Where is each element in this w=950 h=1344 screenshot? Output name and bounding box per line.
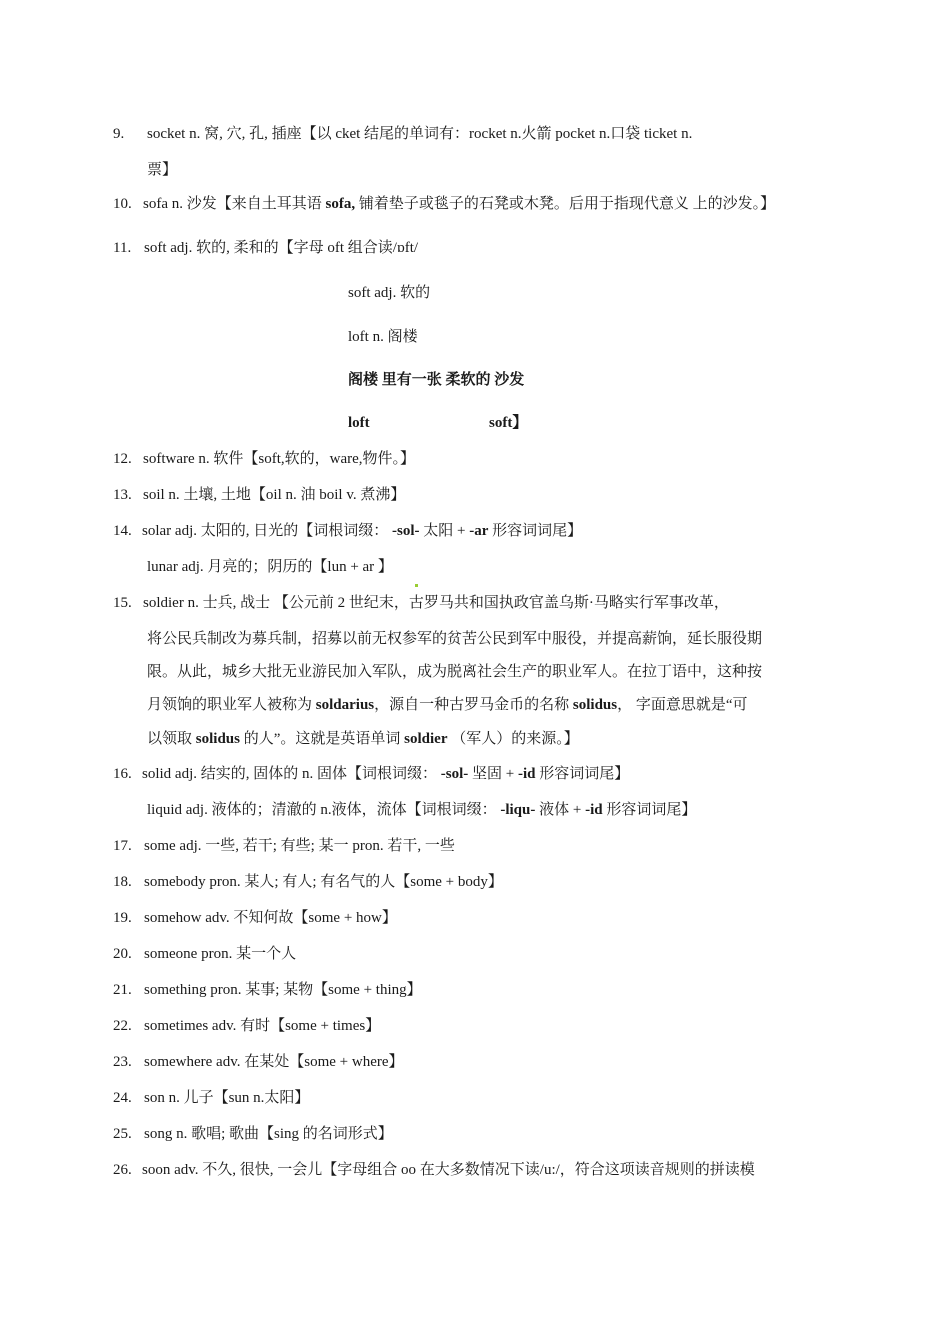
decorative-dot — [415, 584, 418, 587]
entry-text: someone pron. 某一个人 — [144, 946, 297, 962]
entry-number: 20. — [113, 946, 132, 962]
entry-text: socket n. 窝, 穴, 孔, 插座【以 cket 结尾的单词有：rocket n.火箭 pocket n.口袋 ticket n. — [147, 126, 693, 142]
entry-text: software n. 软件【soft,软的，ware,物件。】 — [143, 451, 416, 467]
entry-text: somebody pron. 某人; 有人; 有名气的人【some + body】 — [144, 874, 503, 890]
entry-number: 18. — [113, 874, 132, 890]
entry-text: soon adv. 不久, 很快, 一会儿【字母组合 oo 在大多数情况下读/u:/，符合这项读音规则的拼读模 — [142, 1162, 755, 1178]
entry-number: 16. — [113, 766, 132, 782]
entry-number: 23. — [113, 1054, 132, 1070]
entry-text: 限。从此，城乡大批无业游民加入军队，成为脱离社会生产的职业军人。在拉丁语中，这种按 — [147, 664, 763, 680]
entry-text: somewhere adv. 在某处【some + where】 — [144, 1054, 404, 1070]
entry-number: 10. — [113, 196, 132, 212]
entry-text: something pron. 某事; 某物【some + thing】 — [144, 982, 422, 998]
entry-number: 25. — [113, 1126, 132, 1142]
entry-text: sofa n. 沙发【来自土耳其语 sofa, 铺着垫子或毯子的石凳或木凳。后用于指现代意义 上的沙发。】 — [143, 196, 776, 212]
entry-text: some adj. 一些, 若干; 有些; 某一 pron. 若干, 一些 — [144, 838, 455, 854]
entry-number: 21. — [113, 982, 132, 998]
entry-number: 14. — [113, 523, 132, 539]
entry-text: 票】 — [147, 162, 178, 178]
document-page: 9. socket n. 窝, 穴, 孔, 插座【以 cket 结尾的单词有：rocket n.火箭 pocket n.口袋 ticket n. 票】 10. sofa n. 沙发【来自土耳其语 sofa, 铺着垫子或毯子的石凳或木凳。后用于指现代意义 上的沙发。】 11. soft adj. 软的, 柔和的【字母 oft 组合读/ɒft/ soft adj. 软的 loft n. 阁楼 阁楼 里有一张 柔软的 沙发 loft soft】 12. software n. 软件【soft,软的，ware,物件。】 13. soil n. 土壤, 土地【oil n. 油 boil v. 煮沸】 14. solar adj. 太阳的, 日光的【词根词缀： -sol- 太阳 + -ar 形容词词尾】 lunar adj. 月亮的；阴历的【lun + ar 】 15. soldier n. 士兵, 战士 【公元前 2 世纪末，古罗马共和国执政官盖乌斯·马略实行军事改革， 将公民兵制改为募兵制，招募以前无权参军的贫苦公民到军中服役，并提高薪饷，延长服役期 限。从此，城乡大批无业游民加入军队，成为脱离社会生产的职业军人。在拉丁语中，这种按 月领饷的职业军人被称为 soldarius，源自一种古罗马金币的名称 solidus， 字面意思就是“可 以领取 solidus 的人”。这就是英语单词 soldier （军人）的来源。】 16. solid adj. 结实的, 固体的 n. 固体【词根词缀： -sol- 坚固 + -id 形容词词尾】 liquid adj. 液体的；清澈的 n.液体，流体【词根词缀： -liqu- 液体 + -id 形容词词尾】 17. some adj. 一些, 若干; 有些; 某一 pron. 若干, 一些 18. somebody pron. 某人; 有人; 有名气的人【some + body】 19. somehow adv. 不知何故【some + how】 20. someone pron. 某一个人 21. something pron. 某事; 某物【some + thing】 22. sometimes adv. 有时【some + times】 23. somewhere adv. 在某处【some + where】 24. son n. 儿子【sun n.太阳】 25. song n. 歌唱; 歌曲【sing 的名词形式】 26. soon adv. 不久, 很快, 一会儿【字母组合 oo 在大多数情况下读/u:/，符合这项读音规则的拼读模 — [113, 126, 776, 1178]
entry-text: 将公民兵制改为募兵制，招募以前无权参军的贫苦公民到军中服役，并提高薪饷，延长服役期 — [147, 631, 763, 647]
mnemonic-row-sentence: 阁楼 里有一张 柔软的 沙发 — [348, 372, 525, 388]
entry-text: somehow adv. 不知何故【some + how】 — [144, 910, 397, 926]
entry-text: 月领饷的职业军人被称为 soldarius，源自一种古罗马金币的名称 solidus， 字面意思就是“可 — [147, 697, 748, 713]
entry-text: son n. 儿子【sun n.太阳】 — [144, 1090, 310, 1106]
entry-text: soil n. 土壤, 土地【oil n. 油 boil v. 煮沸】 — [143, 487, 406, 503]
entry-number: 13. — [113, 487, 132, 503]
entry-text: song n. 歌唱; 歌曲【sing 的名词形式】 — [144, 1126, 393, 1142]
entry-text: solid adj. 结实的, 固体的 n. 固体【词根词缀： -sol- 坚固 + -id 形容词词尾】 — [142, 766, 630, 782]
entry-text: soldier n. 士兵, 战士 【公元前 2 世纪末，古罗马共和国执政官盖乌斯·马略实行军事改革， — [143, 595, 729, 611]
entry-text: 以领取 solidus 的人”。这就是英语单词 soldier （军人）的来源。】 — [147, 731, 579, 747]
entry-lunar: lunar adj. 月亮的；阴历的【lun + ar 】 — [147, 559, 393, 575]
entry-text: sometimes adv. 有时【some + times】 — [144, 1018, 381, 1034]
entry-number: 19. — [113, 910, 132, 926]
entry-text: soft adj. 软的, 柔和的【字母 oft 组合读/ɒft/ — [144, 240, 419, 256]
mnemonic-row-loft: loft n. 阁楼 — [348, 329, 418, 345]
entry-number: 12. — [113, 451, 132, 467]
entry-number: 9. — [113, 126, 125, 142]
entry-number: 15. — [113, 595, 132, 611]
entry-liquid: liquid adj. 液体的；清澈的 n.液体，流体【词根词缀： -liqu- 液体 + -id 形容词词尾】 — [147, 802, 697, 818]
mnemonic-row-soft: soft adj. 软的 — [348, 285, 431, 301]
entry-number: 17. — [113, 838, 132, 854]
entry-number: 22. — [113, 1018, 132, 1034]
entry-text: solar adj. 太阳的, 日光的【词根词缀： -sol- 太阳 + -ar 形容词词尾】 — [142, 523, 583, 539]
entry-number: 11. — [113, 240, 132, 256]
entry-number: 26. — [113, 1162, 132, 1178]
entry-number: 24. — [113, 1090, 132, 1106]
